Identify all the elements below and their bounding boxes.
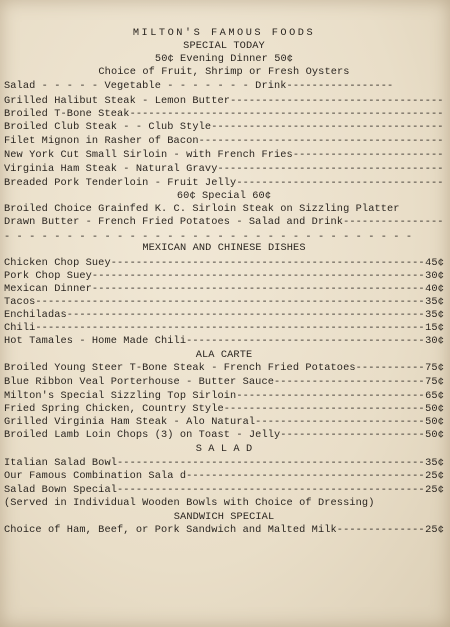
ala-carte-heading: ALA CARTE (195, 349, 253, 361)
special-60-line-2: Drawn Butter - French Fried Potatoes - Salad and Drink ----- (4, 216, 444, 229)
mexican-chinese-heading: MEXICAN AND CHINESE DISHES (142, 242, 306, 254)
dinner-item: Grilled Halibut Steak - Lemon Butter ----- (4, 95, 444, 108)
menu-item: Mexican Dinner ----- 40¢ (4, 283, 444, 296)
special-today-heading: SPECIAL TODAY (183, 40, 265, 52)
menu-item: Milton's Special Sizzling Top Sirloin ----- 65¢ (4, 390, 444, 403)
menu-item: Grilled Virginia Ham Steak - Alo Natural ----- 50¢ (4, 416, 444, 429)
special-60-line-1: Broiled Choice Grainfed K. C. Sirloin Steak on Sizzling Platter (4, 203, 400, 215)
menu-item: Broiled Young Steer T-Bone Steak - French Fried Potatoes ----- 75¢ (4, 362, 444, 375)
menu-item: Broiled Lamb Loin Chops (3) on Toast - Jelly ----- 50¢ (4, 429, 444, 442)
special-60-heading: 60¢ Special 60¢ (176, 190, 272, 202)
menu-item: Chili ----- 15¢ (4, 322, 444, 335)
dinner-item: Broiled Club Steak - - Club Style ----- (4, 121, 444, 134)
dinner-price-line: 50¢ Evening Dinner 50¢ (154, 53, 294, 65)
salad-note: (Served in Individual Wooden Bowls with Choice of Dressing) (4, 497, 375, 509)
dinner-item: Breaded Pork Tenderloin - Fruit Jelly ----- (4, 177, 444, 190)
dinner-item: Filet Mignon in Rasher of Bacon ----- (4, 135, 444, 148)
section-divider: - - - - - - - - - - - - - - - - - - - - - - - - - - - - - - - - - (4, 231, 413, 243)
menu-item: Pork Chop Suey ----- 30¢ (4, 270, 444, 283)
salad-vegetable-drink-line: Salad - - - - - Vegetable - - - - - - - Drink----------------- (4, 80, 394, 92)
menu-item: Enchiladas ----- 35¢ (4, 309, 444, 322)
salad-heading: S A L A D (195, 443, 253, 455)
menu-item: Hot Tamales - Home Made Chili ----- 30¢ (4, 335, 444, 348)
dinner-item: Broiled T-Bone Steak ----- (4, 108, 444, 121)
dinner-item: Virginia Ham Steak - Natural Gravy ----- (4, 163, 444, 176)
menu-item: Tacos ----- 35¢ (4, 296, 444, 309)
menu-item: Blue Ribbon Veal Porterhouse - Butter Sauce ----- 75¢ (4, 376, 444, 389)
sandwich-heading: SANDWICH SPECIAL (173, 511, 275, 523)
menu-item: Choice of Ham, Beef, or Pork Sandwich and Malted Milk ----- 25¢ (4, 524, 444, 537)
menu-item: Salad Bown Special ----- 25¢ (4, 484, 444, 497)
menu-item: Fried Spring Chicken, Country Style ----- 50¢ (4, 403, 444, 416)
menu-title: MILTON'S FAMOUS FOODS (132, 27, 316, 39)
dinner-item: New York Cut Small Sirloin - with French Fries ----- (4, 149, 444, 162)
menu-item: Chicken Chop Suey ----- 45¢ (4, 257, 444, 270)
choice-line: Choice of Fruit, Shrimp or Fresh Oysters (98, 66, 350, 78)
menu-item: Italian Salad Bowl ----- 35¢ (4, 457, 444, 470)
menu-item: Our Famous Combination Sala d ----- 25¢ (4, 470, 444, 483)
